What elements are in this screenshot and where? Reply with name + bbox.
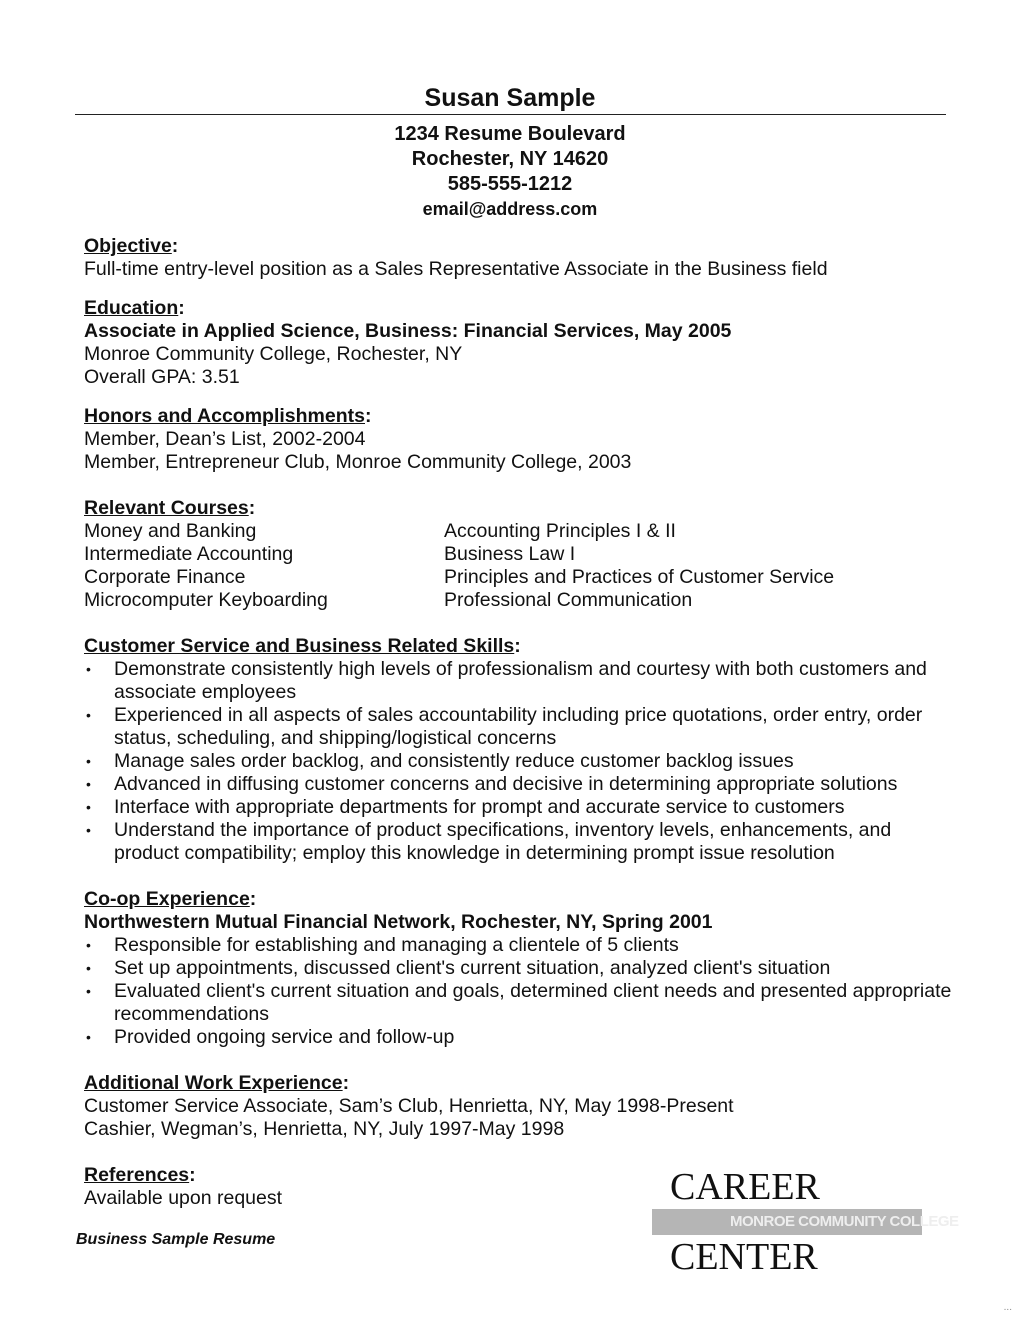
course-item: Intermediate Accounting [84,543,294,565]
courses-section [84,497,954,612]
section-heading: Customer Service and Business Related Skills: [84,635,521,657]
section-heading: Additional Work Experience: [84,1072,350,1094]
skill-item: • Demonstrate consistently high levels of professionalism and courtesy with both customers and associate employees [84,658,954,704]
honor-item: Member, Dean’s List, 2002-2004 [84,428,366,450]
additional-work-section [84,1072,954,1141]
coop-item: • Set up appointments, discussed client's current situation, analyzed client's situation [84,957,954,980]
phone: 585-555-1212 [447,173,573,195]
coop-employer: Northwestern Mutual Financial Network, Rochester, NY, Spring 2001 [84,911,713,933]
course-item: Accounting Principles I & II [444,520,676,542]
email: email@address.com [422,199,598,219]
skill-item: • Understand the importance of product specifications, inventory levels, enhancements, and product compatibility; employ this knowledge in determining prompt issue resolution [84,819,954,865]
objective-text: Full-time entry-level position as a Sales Representative Associate in the Business field [84,258,828,280]
skill-item: • Advanced in diffusing customer concerns and decisive in determining appropriate solutions [84,773,954,796]
gpa: Overall GPA: 3.51 [84,366,240,388]
logo-band-text: MONROE COMMUNITY COLLEGE [730,1213,959,1230]
degree: Associate in Applied Science, Business: Financial Services, May 2005 [84,320,732,342]
section-heading: Relevant Courses: [84,497,256,519]
coop-item: • Responsible for establishing and managing a clientele of 5 clients [84,934,954,957]
applicant-name: Susan Sample [424,84,596,112]
school: Monroe Community College, Rochester, NY [84,343,463,365]
section-heading: Objective: [84,235,179,257]
street-address: 1234 Resume Boulevard [394,123,626,145]
section-heading: Honors and Accomplishments: [84,405,372,427]
section-heading: Education: [84,297,185,319]
objective-section [84,235,954,281]
course-item: Principles and Practices of Customer Service [444,566,835,588]
career-center-logo [652,1166,959,1278]
education-section [84,297,954,389]
skill-item: • Manage sales order backlog, and consistently reduce customer backlog issues [84,750,954,773]
skill-item: • Interface with appropriate departments for prompt and accurate service to customers [84,796,954,819]
references-text: Available upon request [84,1187,283,1209]
course-item: Corporate Finance [84,566,246,588]
logo-band [652,1209,959,1235]
header-divider [75,114,946,115]
references-section [84,1164,484,1210]
work-item: Customer Service Associate, Sam’s Club, Henrietta, NY, May 1998-Present [84,1095,734,1117]
coop-section [84,888,954,1049]
contact-block [0,122,1020,222]
logo-line-center: CENTER [670,1236,818,1278]
section-heading: Co-op Experience: [84,888,257,910]
resume-body [76,235,954,1250]
course-item: Professional Communication [444,589,693,611]
course-item: Money and Banking [84,520,257,542]
city-state-zip: Rochester, NY 14620 [411,148,609,170]
footer-caption: Business Sample Resume [76,1231,276,1248]
section-heading: References: [84,1164,196,1186]
honor-item: Member, Entrepreneur Club, Monroe Community College, 2003 [84,451,632,473]
course-item: Microcomputer Keyboarding [84,589,328,611]
honors-section [84,405,954,474]
work-item: Cashier, Wegman’s, Henrietta, NY, July 1997-May 1998 [84,1118,565,1140]
page-marker: ... [1003,1302,1012,1313]
coop-item: • Evaluated client's current situation and goals, determined client needs and presented appropriate recommendations [84,980,954,1026]
coop-item: • Provided ongoing service and follow-up [84,1026,954,1049]
course-item: Business Law I [444,543,576,565]
logo-line-career: CAREER [670,1166,820,1208]
skill-item: • Experienced in all aspects of sales accountability including price quotations, order entry, order status, scheduling, and shipping/logistical concerns [84,704,954,750]
skills-section [84,635,954,865]
